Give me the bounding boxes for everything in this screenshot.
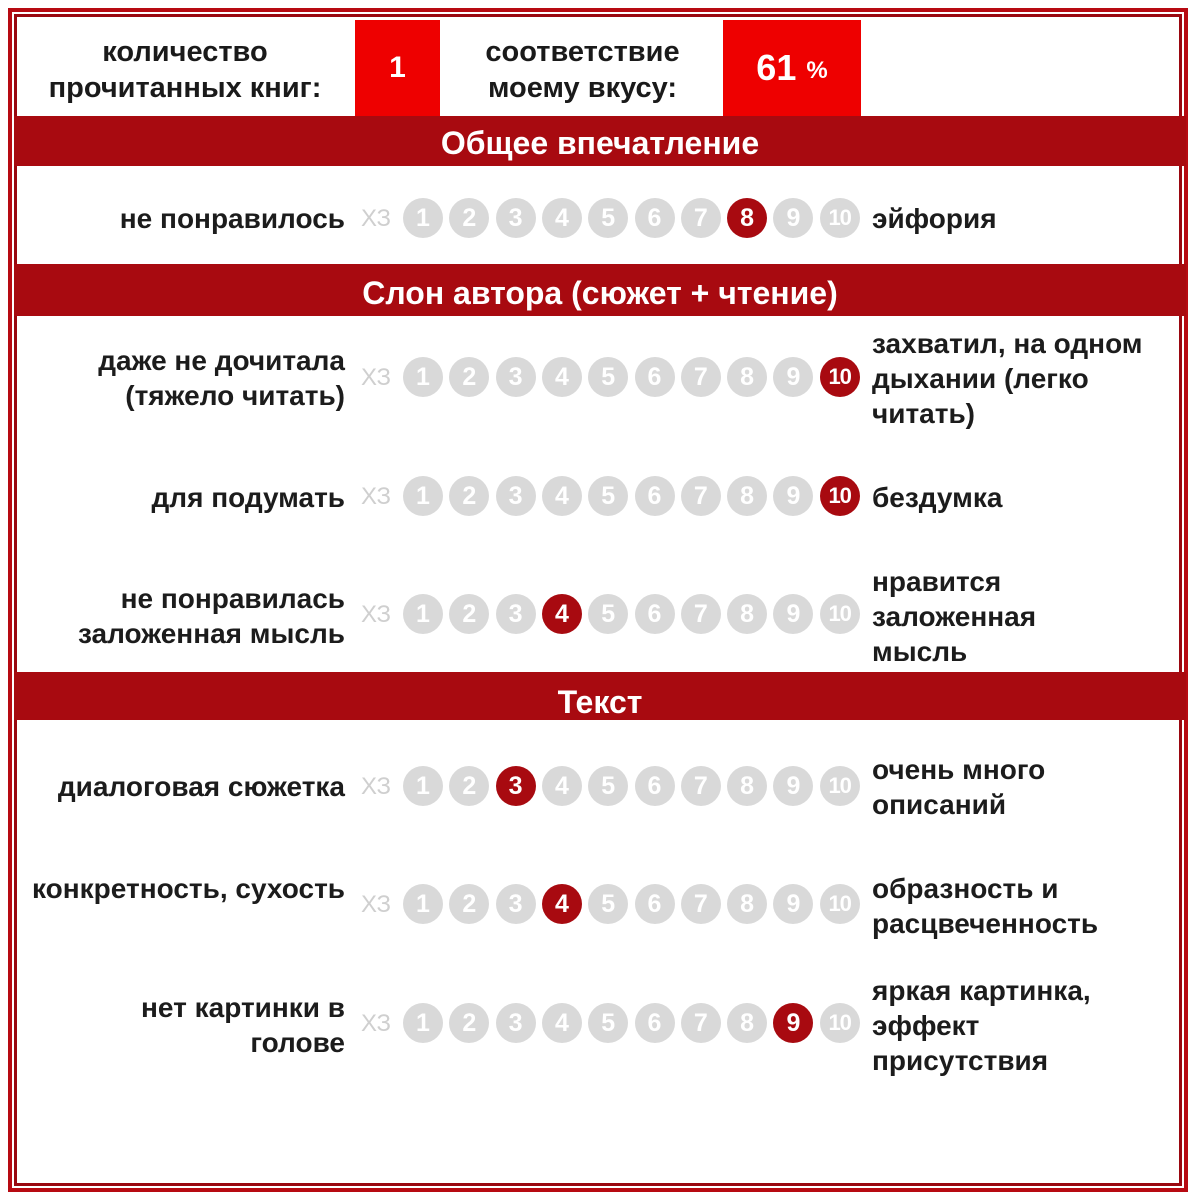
- rating-dot-selected[interactable]: 3: [496, 766, 536, 806]
- rating-dot[interactable]: 6: [635, 766, 675, 806]
- rating-dot[interactable]: 2: [449, 357, 489, 397]
- rating-dot[interactable]: 1: [403, 198, 443, 238]
- rating-dot-selected[interactable]: 8: [727, 198, 767, 238]
- rating-dot[interactable]: 5: [588, 476, 628, 516]
- row-left-label: конкретность, сухость: [32, 873, 345, 904]
- rating-dot[interactable]: 6: [635, 198, 675, 238]
- rating-dot[interactable]: 3: [496, 198, 536, 238]
- rating-dot[interactable]: 1: [403, 766, 443, 806]
- rating-dot[interactable]: 5: [588, 766, 628, 806]
- rating-dot[interactable]: 8: [727, 594, 767, 634]
- rating-dot[interactable]: 2: [449, 198, 489, 238]
- rating-dot[interactable]: 7: [681, 476, 721, 516]
- rating-dot[interactable]: 9: [773, 476, 813, 516]
- row-left-label: даже не дочитала (тяжело читать): [98, 345, 345, 411]
- rating-dot-selected[interactable]: 10: [820, 476, 860, 516]
- rating-dot[interactable]: 9: [773, 357, 813, 397]
- dont-know-option[interactable]: ХЗ: [361, 773, 391, 800]
- rating-dot-selected[interactable]: 4: [542, 884, 582, 924]
- row-left-label: диалоговая сюжетка: [57, 771, 345, 802]
- row-left-label: не понравилось: [119, 203, 345, 234]
- rating-dot[interactable]: 10: [820, 1003, 860, 1043]
- rating-dot[interactable]: 4: [542, 198, 582, 238]
- rating-dot[interactable]: 7: [681, 357, 721, 397]
- rating-dot[interactable]: 6: [635, 884, 675, 924]
- rating-dot[interactable]: 6: [635, 476, 675, 516]
- rating-dot[interactable]: 2: [449, 766, 489, 806]
- rating-dot[interactable]: 6: [635, 357, 675, 397]
- rating-dot[interactable]: 10: [820, 198, 860, 238]
- rating-dot[interactable]: 1: [403, 357, 443, 397]
- row-right-label: захватил, на одном дыхании (легко читать): [872, 328, 1143, 429]
- rating-dot[interactable]: 8: [727, 357, 767, 397]
- rating-dot[interactable]: 9: [773, 594, 813, 634]
- row-right-label: очень много описаний: [872, 754, 1046, 820]
- rating-dot[interactable]: 8: [727, 884, 767, 924]
- books-read-value: [355, 20, 440, 116]
- rating-dot-selected[interactable]: 10: [820, 357, 860, 397]
- row-right-label: эйфория: [872, 203, 997, 234]
- rating-dot[interactable]: 2: [449, 594, 489, 634]
- rating-dot[interactable]: 3: [496, 884, 536, 924]
- rating-dot[interactable]: 2: [449, 476, 489, 516]
- row-left-label: нет картинки в голове: [141, 992, 345, 1058]
- dont-know-option[interactable]: ХЗ: [361, 364, 391, 391]
- rating-dot[interactable]: 5: [588, 594, 628, 634]
- row-right-label: яркая картинка, эффект присутствия: [872, 975, 1091, 1076]
- row-right-label: нравится заложенная мысль: [872, 566, 1037, 667]
- rating-dot[interactable]: 2: [449, 1003, 489, 1043]
- rating-dot[interactable]: 3: [496, 594, 536, 634]
- taste-match-unit: %: [806, 57, 828, 84]
- rating-dot[interactable]: 10: [820, 594, 860, 634]
- row-left-label: не понравилась заложенная мысль: [77, 583, 345, 649]
- rating-dot[interactable]: 6: [635, 594, 675, 634]
- rating-dot[interactable]: 5: [588, 884, 628, 924]
- books-read-number: 1: [389, 51, 406, 84]
- rating-dot[interactable]: 4: [542, 1003, 582, 1043]
- section-author-style: Слон автора (сюжет + чтение): [14, 264, 1186, 316]
- rating-dot[interactable]: 8: [727, 476, 767, 516]
- rating-dot[interactable]: 7: [681, 198, 721, 238]
- section-overall-impression: Общее впечатление: [14, 116, 1186, 166]
- rating-dot[interactable]: 7: [681, 766, 721, 806]
- rating-dot[interactable]: 1: [403, 594, 443, 634]
- taste-match-number: 61: [756, 47, 797, 88]
- rating-dot[interactable]: 7: [681, 594, 721, 634]
- row-right-label: бездумка: [872, 482, 1003, 513]
- dont-know-option[interactable]: ХЗ: [361, 205, 391, 232]
- rating-dot[interactable]: 9: [773, 766, 813, 806]
- dont-know-option[interactable]: ХЗ: [361, 483, 391, 510]
- books-read-label: количество прочитанных книг:: [48, 36, 322, 104]
- rating-dot[interactable]: 5: [588, 198, 628, 238]
- rating-dot[interactable]: 3: [496, 357, 536, 397]
- rating-dot[interactable]: 7: [681, 1003, 721, 1043]
- rating-dot[interactable]: 5: [588, 357, 628, 397]
- rating-dot[interactable]: 4: [542, 476, 582, 516]
- rating-dot[interactable]: 9: [773, 198, 813, 238]
- rating-dot[interactable]: 9: [773, 884, 813, 924]
- row-right-label: образность и расцвеченность: [872, 873, 1099, 939]
- rating-dot[interactable]: 1: [403, 884, 443, 924]
- rating-dot[interactable]: 10: [820, 766, 860, 806]
- rating-dot[interactable]: 2: [449, 884, 489, 924]
- rating-dot[interactable]: 10: [820, 884, 860, 924]
- taste-match-label: соответствие моему вкусу:: [485, 36, 680, 104]
- rating-dot[interactable]: 1: [403, 1003, 443, 1043]
- rating-dot[interactable]: 4: [542, 357, 582, 397]
- dont-know-option[interactable]: ХЗ: [361, 891, 391, 918]
- rating-dot-selected[interactable]: 4: [542, 594, 582, 634]
- dont-know-option[interactable]: ХЗ: [361, 601, 391, 628]
- rating-dot[interactable]: 3: [496, 476, 536, 516]
- rating-dot[interactable]: 8: [727, 766, 767, 806]
- rating-dot[interactable]: 5: [588, 1003, 628, 1043]
- rating-dot[interactable]: 6: [635, 1003, 675, 1043]
- section-text: Текст: [14, 672, 1186, 720]
- rating-dot[interactable]: 8: [727, 1003, 767, 1043]
- dont-know-option[interactable]: ХЗ: [361, 1010, 391, 1037]
- rating-dot-selected[interactable]: 9: [773, 1003, 813, 1043]
- rating-dot[interactable]: 7: [681, 884, 721, 924]
- row-left-label: для подумать: [151, 482, 345, 513]
- taste-match-value: [723, 20, 861, 116]
- rating-dot[interactable]: 4: [542, 766, 582, 806]
- rating-dot[interactable]: 3: [496, 1003, 536, 1043]
- rating-dot[interactable]: 1: [403, 476, 443, 516]
